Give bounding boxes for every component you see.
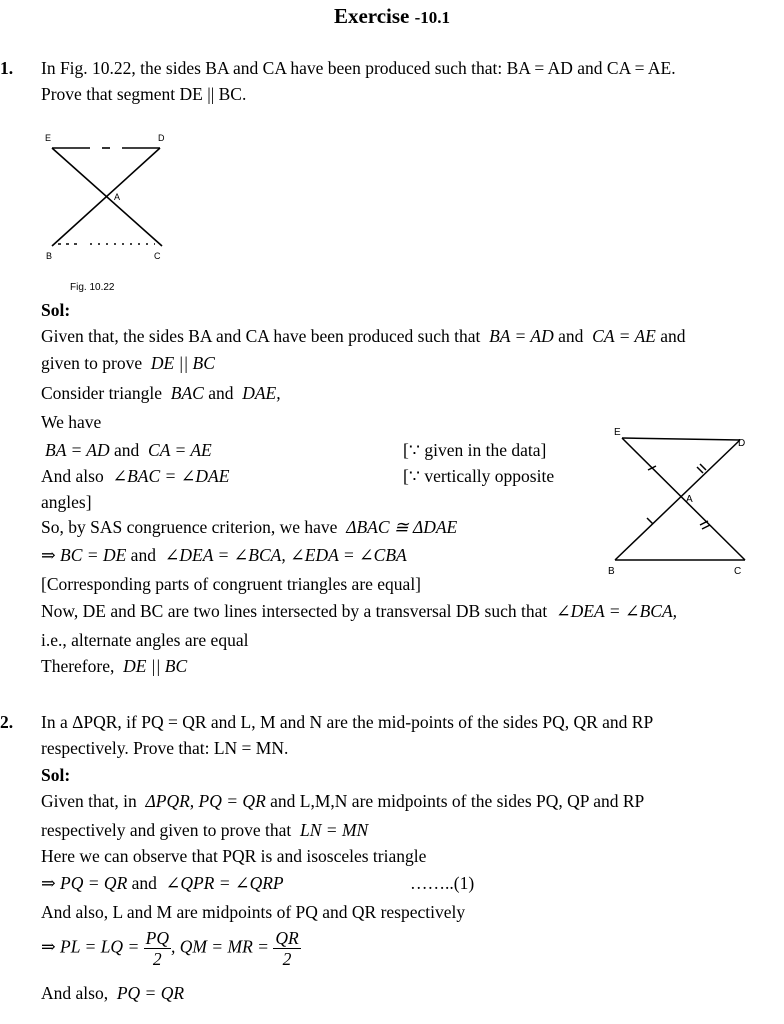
figure-triangles-proof: [600, 420, 760, 580]
q1-cpct-line: [Corresponding parts of congruent triangles are equal]: [41, 574, 422, 594]
q1-given-line: Given that, the sides BA and CA have been produced such that BA = AD and CA = AE and: [41, 326, 686, 346]
q1-implies-line: ⇒ BC = DE and ∠DEA = ∠BCA, ∠EDA = ∠CBA: [41, 545, 407, 565]
q1-sol-label: Sol:: [41, 300, 71, 320]
q2-equation-tag: ……..(1): [410, 873, 475, 893]
question-2-line-2: respectively. Prove that: LN = MN.: [41, 738, 289, 758]
question-1-line-1: In Fig. 10.22, the sides BA and CA have been produced such that: BA = AD and CA = AE.: [41, 58, 676, 78]
fig2-label-d: D: [738, 438, 746, 449]
q2-sol-label: Sol:: [41, 765, 71, 785]
fig-label-d: D: [158, 133, 165, 143]
fraction-qr-over-2: $\frac{QR}{2}$: [275, 928, 299, 969]
fig-label-b: B: [46, 251, 53, 261]
q2-observe-line: Here we can observe that PQR is and isosceles triangle: [41, 846, 427, 866]
question-2-line-1: In a ΔPQR, if PQ = QR and L, M and N are the mid-points of the sides PQ, QR and RP: [41, 712, 654, 732]
fig2-label-e: E: [614, 427, 621, 438]
page-title: Exercise -10.1: [333, 4, 451, 28]
fig-label-c: C: [154, 251, 161, 261]
q1-alternate-line: i.e., alternate angles are equal: [41, 630, 249, 650]
fig-label-a: A: [114, 192, 121, 202]
q2-final-line: And also, PQ = QR: [41, 983, 185, 1003]
fraction-pq-over-2: $\frac{PQ}{2}$: [145, 928, 169, 969]
q2-midpoints-line: And also, L and M are midpoints of PQ and QR respectively: [41, 902, 466, 922]
q1-consider-line: Consider triangle BAC and DAE,: [41, 383, 281, 403]
q1-angle-line: And also ∠BAC = ∠DAE: [41, 466, 230, 486]
q1-transversal-line: Now, DE and BC are two lines intersected by a transversal DB such that ∠DEA = ∠BCA,: [41, 601, 678, 621]
question-1-number: 1.: [0, 58, 14, 78]
fig2-label-a: A: [686, 494, 693, 505]
figure-10-22: [40, 128, 180, 293]
q1-reason-vertical-cont: angles]: [41, 492, 92, 512]
q1-equality-line: BA = AD and CA = AE: [45, 440, 212, 460]
question-2-number: 2.: [0, 712, 14, 732]
q1-sas-line: So, by SAS congruence criterion, we have ΔBAC ≅ ΔDAE: [41, 517, 458, 537]
q1-reason-vertical: [∵ vertically opposite: [403, 466, 555, 486]
fig2-label-c: C: [734, 566, 742, 577]
fig2-label-b: B: [608, 566, 615, 577]
fig-label-e: E: [45, 133, 52, 143]
q2-given-line: Given that, in ΔPQR, PQ = QR and L,M,N are midpoints of the sides PQ, QP and RP: [41, 791, 645, 811]
question-1-line-2: Prove that segment DE || BC.: [41, 84, 247, 104]
q2-given-cont-line: respectively and given to prove that LN = MN: [41, 820, 369, 840]
q1-therefore-line: Therefore, DE || BC: [41, 656, 188, 676]
q1-reason-given: [∵ given in the data]: [403, 440, 547, 460]
q1-we-have: We have: [41, 412, 102, 432]
q2-fraction-line: ⇒ PL = LQ = $\frac{PQ}{2}$ , QM = MR = $\frac{QR}{2}$: [41, 928, 299, 969]
q2-implies-line: ⇒ PQ = QR and ∠QPR = ∠QRP: [41, 873, 284, 893]
fig-caption: Fig. 10.22: [70, 282, 115, 293]
q1-to-prove-line: given to prove DE || BC: [41, 353, 215, 373]
